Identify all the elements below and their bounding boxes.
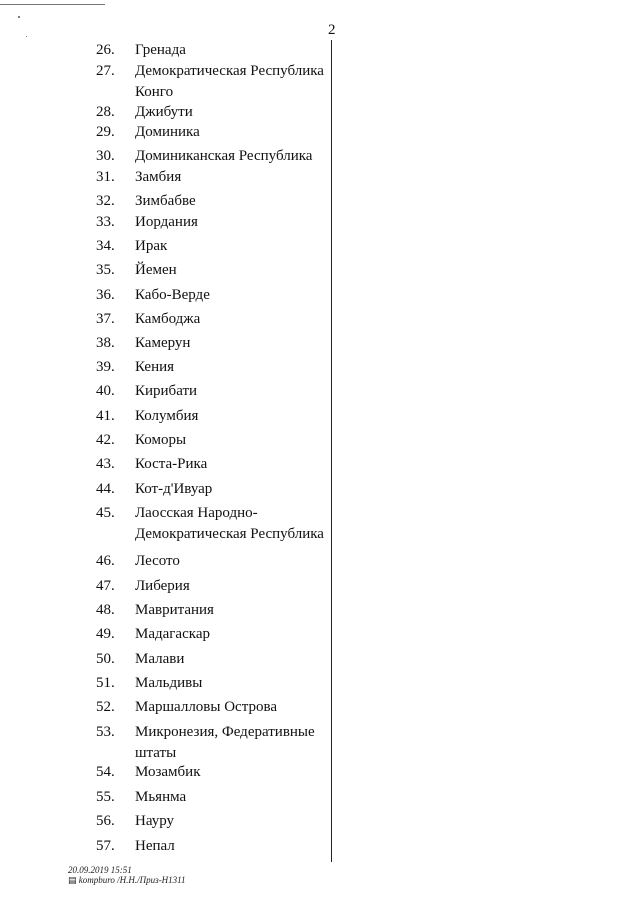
- item-number: 49.: [96, 626, 115, 642]
- country-name: Лаосская Народно-: [135, 505, 258, 521]
- item-number: 50.: [96, 651, 115, 667]
- scan-speck: [26, 36, 27, 37]
- country-name: Малави: [135, 651, 185, 667]
- item-number: 36.: [96, 287, 115, 303]
- item-number: 47.: [96, 578, 115, 594]
- item-number: 32.: [96, 193, 115, 209]
- country-name: Камерун: [135, 335, 191, 351]
- item-number: 55.: [96, 789, 115, 805]
- document-icon: ▤: [68, 875, 77, 885]
- country-name: Кирибати: [135, 383, 198, 399]
- country-name: Кот-д'Ивуар: [135, 481, 213, 497]
- country-name: Микронезия, Федеративные: [135, 724, 315, 740]
- country-name: Науру: [135, 813, 175, 829]
- country-name: Доминика: [135, 124, 200, 140]
- country-name: Джибути: [135, 104, 193, 120]
- footer-path: [68, 875, 186, 886]
- country-name: Мавритания: [135, 602, 214, 618]
- country-name: Замбия: [135, 169, 182, 185]
- country-name: Мозамбик: [135, 764, 201, 780]
- country-name: Конго: [135, 84, 174, 100]
- country-name: Демократическая Республика: [135, 63, 324, 79]
- country-name: Колумбия: [135, 408, 199, 424]
- country-name: Маршалловы Острова: [135, 699, 277, 715]
- country-name: Демократическая Республика: [135, 526, 324, 542]
- country-name: Ирак: [135, 238, 168, 254]
- item-number: 54.: [96, 764, 115, 780]
- country-name: Мадагаскар: [135, 626, 210, 642]
- country-name: штаты: [135, 745, 177, 761]
- item-number: 34.: [96, 238, 115, 254]
- country-name: Кабо-Верде: [135, 287, 210, 303]
- top-rule: [0, 4, 105, 5]
- item-number: 51.: [96, 675, 115, 691]
- country-name: Непал: [135, 838, 175, 854]
- country-name: Лесото: [135, 553, 180, 569]
- country-name: Камбоджа: [135, 311, 201, 327]
- footer-date: 20.09.2019 15:51: [68, 865, 132, 875]
- item-number: 39.: [96, 359, 115, 375]
- item-number: 40.: [96, 383, 115, 399]
- item-number: 44.: [96, 481, 115, 497]
- item-number: 33.: [96, 214, 115, 230]
- country-name: Йемен: [135, 262, 177, 278]
- item-number: 52.: [96, 699, 115, 715]
- scan-speck: [18, 16, 20, 18]
- item-number: 30.: [96, 148, 115, 164]
- country-name: Гренада: [135, 42, 186, 58]
- country-name: Коста-Рика: [135, 456, 208, 472]
- page-number: 2: [328, 22, 336, 38]
- item-number: 43.: [96, 456, 115, 472]
- country-name: Мальдивы: [135, 675, 203, 691]
- country-name: Иордания: [135, 214, 198, 230]
- item-number: 38.: [96, 335, 115, 351]
- item-number: 48.: [96, 602, 115, 618]
- item-number: 53.: [96, 724, 115, 740]
- item-number: 57.: [96, 838, 115, 854]
- country-name: Либерия: [135, 578, 190, 594]
- item-number: 42.: [96, 432, 115, 448]
- item-number: 26.: [96, 42, 115, 58]
- item-number: 28.: [96, 104, 115, 120]
- country-name: Кения: [135, 359, 175, 375]
- item-number: 46.: [96, 553, 115, 569]
- country-name: Доминиканская Республика: [135, 148, 313, 164]
- country-name: Коморы: [135, 432, 187, 448]
- country-name: Мьянма: [135, 789, 187, 805]
- item-number: 29.: [96, 124, 115, 140]
- item-number: 27.: [96, 63, 115, 79]
- item-number: 45.: [96, 505, 115, 521]
- item-number: 35.: [96, 262, 115, 278]
- item-number: 31.: [96, 169, 115, 185]
- item-number: 56.: [96, 813, 115, 829]
- country-name: Зимбабве: [135, 193, 196, 209]
- item-number: 37.: [96, 311, 115, 327]
- item-number: 41.: [96, 408, 115, 424]
- footer-path-text: kompburo /Н.Н./Приз-Н1311: [78, 875, 186, 885]
